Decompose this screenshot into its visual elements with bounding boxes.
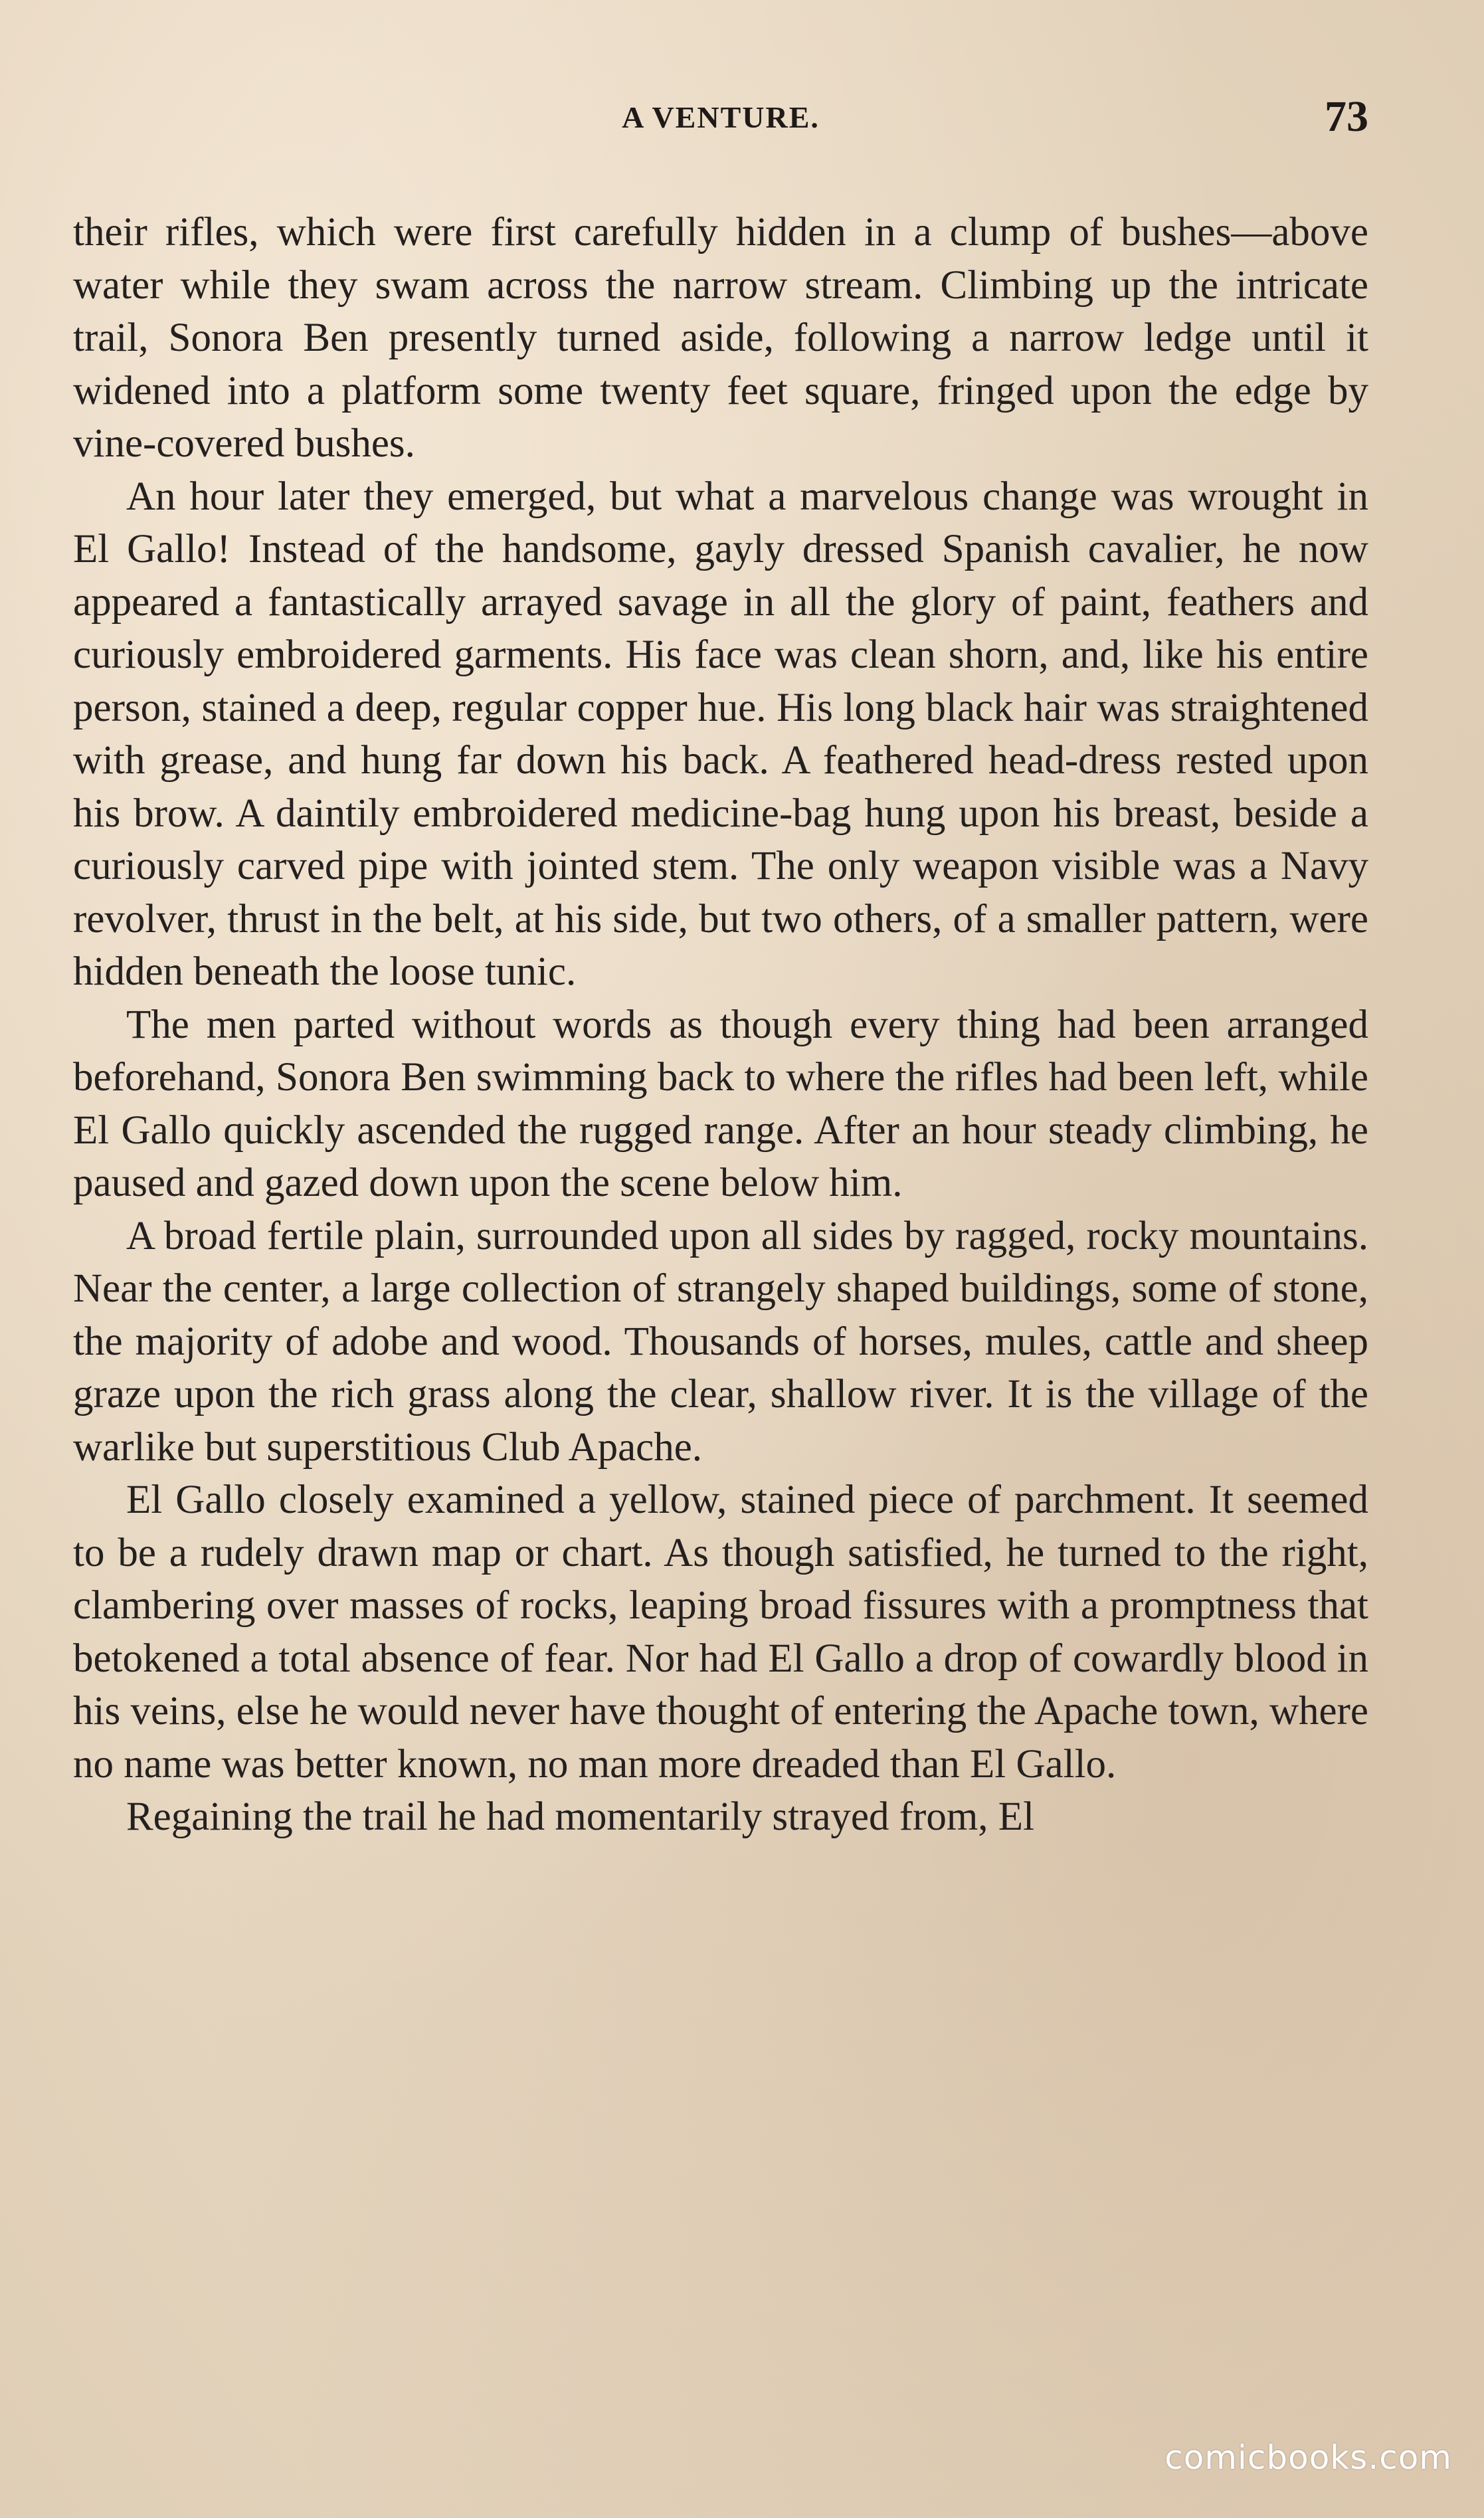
- paragraph-3: The men parted without words as though every thing had been arranged beforehand, Sonora Ben swimming back to where the rifles had been left, while El Gallo quickly ascended the rugged range. After an hour steady climbing, he paused and gazed down upon the scene below him.: [73, 1002, 1368, 1205]
- running-head: A VENTURE.: [622, 100, 820, 134]
- paragraph-4: A broad fertile plain, surrounded upon all sides by ragged, rocky mountains. Near the center, a large collection of strangely shaped buildings, some of stone, the majority of adobe and wood. Thousands of horses, mules, cattle and sheep graze upon the rich grass along the clear, shallow river. It is the village of the warlike but superstitious Club Apache.: [73, 1213, 1368, 1470]
- page-number: 73: [1325, 92, 1368, 141]
- body-text: [73, 206, 1368, 1844]
- paragraph-6: Regaining the trail he had momentarily strayed from, El: [126, 1794, 1035, 1839]
- page-header: [73, 92, 1368, 153]
- site-watermark: comicbooks.com: [1164, 2438, 1452, 2477]
- paragraph-5: El Gallo closely examined a yellow, stained piece of parchment. It seemed to be a rudely drawn map or chart. As though satisfied, he turned to the right, clambering over masses of rocks, leaping broad fissures with a promptness that betokened a total absence of fear. Nor had El Gallo a drop of cowardly blood in his veins, else he would never have thought of entering the Apache town, where no name was better known, no man more dreaded than El Gallo.: [73, 1478, 1368, 1787]
- paragraph-2: An hour later they emerged, but what a marvelous change was wrought in El Gallo! Instead of the handsome, gayly dressed Spanish cavalier, he now appeared a fantastically arrayed savage in all the glory of paint, feathers and curiously embroidered garments. His face was clean shorn, and, like his entire person, stained a deep, regular copper hue. His long black hair was straightened with grease, and hung far down his back. A feathered head-dress rested upon his brow. A daintily embroidered medicine-bag hung upon his breast, beside a curiously carved pipe with jointed stem. The only weapon visible was a Navy revolver, thrust in the belt, at his side, but two others, of a smaller pattern, were hidden beneath the loose tunic.: [73, 474, 1368, 994]
- paragraph-1: their rifles, which were first carefully hidden in a clump of bushes—above water while they swam across the narrow stream. Climbing up the intricate trail, Sonora Ben presently turned aside, following a narrow ledge until it widened into a platform some twenty feet square, fringed upon the edge by vine-covered bushes.: [73, 210, 1368, 466]
